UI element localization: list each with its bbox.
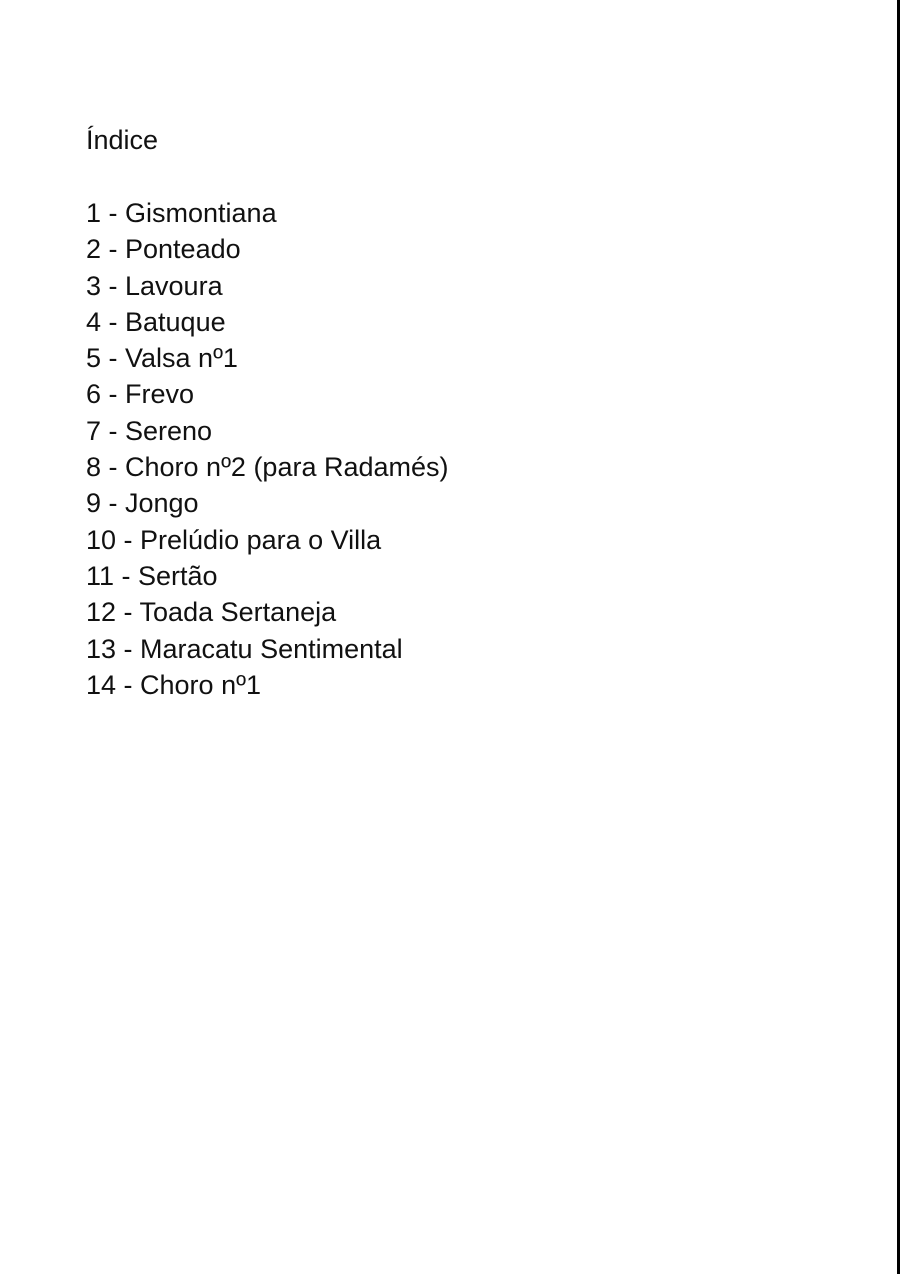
toc-entry: 13 - Maracatu Sentimental	[86, 633, 403, 664]
toc-entry: 9 - Jongo	[86, 488, 199, 519]
toc-entry: 8 - Choro nº2 (para Radamés)	[86, 452, 449, 483]
index-content	[86, 122, 449, 703]
toc-entry: 11 - Sertão	[86, 560, 218, 591]
toc-entry: 3 - Lavoura	[86, 270, 223, 301]
toc-entry: 12 - Toada Sertaneja	[86, 597, 337, 628]
toc-entry: 10 - Prelúdio para o Villa	[86, 524, 382, 555]
toc-entry: 5 - Valsa nº1	[86, 343, 238, 374]
page-title: Índice	[86, 125, 159, 155]
toc-entry: 4 - Batuque	[86, 306, 226, 337]
table-of-contents	[86, 195, 449, 703]
toc-entry: 1 - Gismontiana	[86, 198, 277, 228]
toc-entry: 7 - Sereno	[86, 415, 213, 446]
toc-entry: 2 - Ponteado	[86, 234, 241, 265]
toc-entry: 6 - Frevo	[86, 379, 195, 410]
toc-entry: 14 - Choro nº1	[86, 669, 261, 700]
